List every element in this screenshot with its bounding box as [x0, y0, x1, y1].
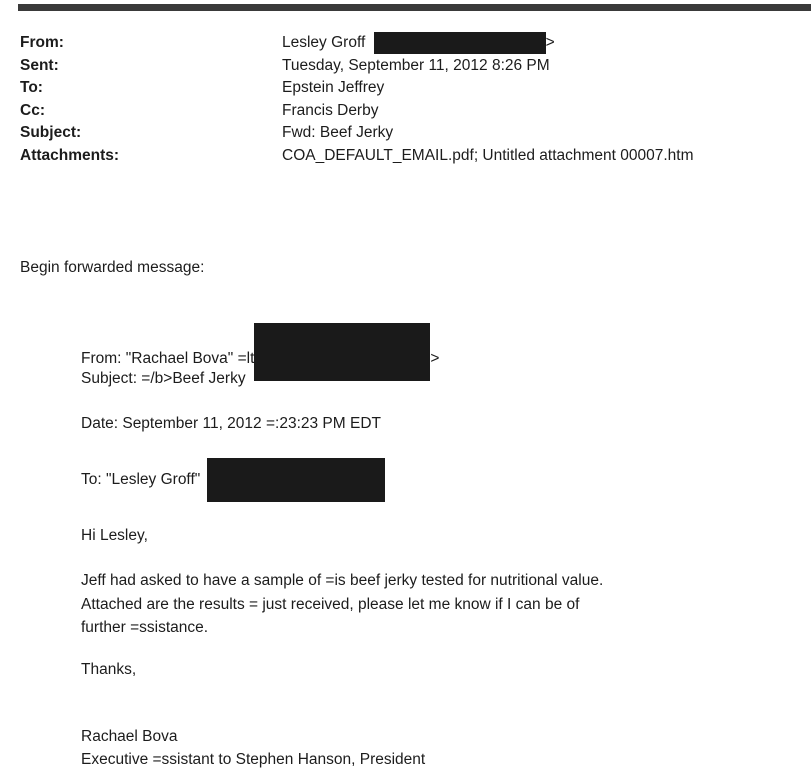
fwd-from-text: From: "Rachael Bova" =lt: [81, 350, 255, 367]
greeting: Hi Lesley,: [81, 527, 148, 544]
redaction-block: [374, 32, 546, 54]
cc-label: Cc:: [20, 101, 45, 119]
header-attachments-row: [20, 145, 800, 168]
subject-label: Subject:: [20, 124, 82, 142]
forward-intro: Begin forwarded message:: [20, 259, 205, 276]
signoff: Thanks,: [81, 661, 137, 678]
from-value: [282, 32, 800, 55]
fwd-from-tail: >: [430, 350, 440, 367]
from-label: From:: [20, 34, 64, 51]
fwd-to-text: To: "Lesley Groff": [81, 471, 201, 488]
header-sent-row: [20, 55, 800, 78]
attachments-label: Attachments:: [20, 146, 120, 164]
header-to-row: [20, 77, 800, 100]
header-from-row: [20, 32, 800, 55]
cc-value: Francis Derby: [282, 101, 379, 119]
attachments-value: COA_DEFAULT_EMAIL.pdf; Untitled attachment 00007.htm: [282, 146, 694, 164]
from-tail: >: [545, 34, 555, 52]
to-label: To:: [20, 79, 43, 97]
header-subject-row: [20, 122, 800, 145]
signature-name: Rachael Bova: [81, 728, 178, 745]
signature-title: Executive =ssistant to Stephen Hanson, President: [81, 751, 426, 768]
from-name: Lesley Groff: [282, 34, 366, 52]
sent-label: Sent:: [20, 56, 59, 74]
to-value: Epstein Jeffrey: [282, 79, 385, 97]
fwd-subject-line: Subject: =/b>Beef Jerky: [81, 370, 246, 387]
redaction-block: [207, 458, 385, 502]
subject-value: Fwd: Beef Jerky: [282, 124, 394, 142]
redaction-block: [254, 323, 430, 381]
email-header: [20, 32, 800, 168]
header-cc-row: [20, 100, 800, 123]
top-rule: [18, 4, 811, 11]
body-paragraph: Jeff had asked to have a sample of =is beef jerky tested for nutritional value. Attached are the results = just received, please let me know if I can be of further =ssistance.: [81, 572, 604, 636]
fwd-to-line: [81, 458, 385, 502]
fwd-date-line: Date: September 11, 2012 =:23:23 PM EDT: [81, 415, 381, 432]
sent-value: Tuesday, September 11, 2012 8:26 PM: [282, 56, 550, 74]
